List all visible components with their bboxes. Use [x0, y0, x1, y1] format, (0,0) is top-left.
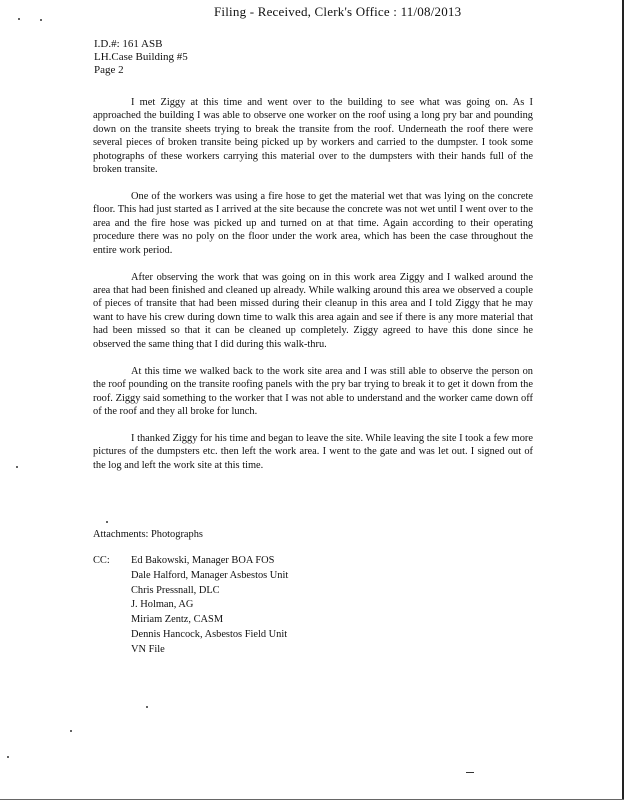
cc-recipient: J. Holman, AG — [131, 599, 194, 611]
paragraph: After observing the work that was going on in this work area Ziggy and I walked around the area that had been finished and cleaned up already. While walking around this area we observed a couple of pieces of transite that had been missed during their cleanup in this area and I told Ziggy that he may want to have his crew during down time to walk this area again and see if there is any more material that had been missed so that it can be cleaned up completely. Ziggy agreed to have this done since he observed the same thing that I did during this walk-thru. — [93, 271, 533, 350]
id-line: I.D.#: 161 ASB — [94, 38, 163, 50]
scan-speck — [146, 706, 148, 708]
scan-speck — [70, 730, 72, 732]
letter-body — [93, 96, 533, 486]
cc-recipient: Dale Halford, Manager Asbestos Unit — [131, 569, 289, 581]
document-header — [94, 38, 188, 77]
cc-recipient: Ed Bakowski, Manager BOA FOS — [131, 555, 275, 566]
scan-speck — [7, 756, 9, 758]
page-number: Page 2 — [94, 64, 124, 76]
paragraph: I met Ziggy at this time and went over to the building to see what was going on. As I approached the building I was able to observe one worker on the roof using a long pry bar and pounding down on the transite sheets trying to break the transite from the roof. Underneath the roof there were several pieces of broken transite being picked up by workers and carried to the dumpster. I took some photographs of these workers carrying this material over to the dumpsters with their hands full of the broken transite. — [93, 97, 533, 176]
scan-speck — [40, 19, 42, 21]
cc-recipient-list — [131, 554, 288, 658]
cc-recipient: Dennis Hancock, Asbestos Field Unit — [131, 628, 288, 640]
building-line: LH.Case Building #5 — [94, 51, 188, 63]
cc-label: CC: — [93, 555, 110, 566]
scan-speck — [106, 521, 108, 523]
filing-stamp: Filing - Received, Clerk's Office : 11/08/2013 — [214, 4, 462, 19]
paragraph: One of the workers was using a fire hose to get the material wet that was lying on the concrete floor. This had just started as I arrived at the site because the concrete was not wet until I went over to the area and the fire hose was picked up and turned on at that time. Again according to their operating procedure there was no poly on the floor under the work area, which has been the case throughout the entire work period. — [93, 191, 533, 256]
cc-recipient: Chris Pressnall, DLC — [131, 584, 220, 596]
paragraph: I thanked Ziggy for his time and began to leave the site. While leaving the site I took a few more pictures of the dumpsters etc. then left the work area. I went to the gate and was let out. I signed out of the log and left the work site at this time. — [93, 432, 533, 471]
scan-speck — [466, 772, 474, 773]
scan-speck — [18, 18, 20, 20]
attachments-line: Attachments: Photographs — [93, 529, 203, 540]
cc-recipient: VN File — [131, 643, 165, 655]
paragraph: At this time we walked back to the work site area and I was still able to observe the person on the roof pounding on the transite roofing panels with the pry bar trying to break it to get it down from the roof. Ziggy said something to the worker that I was not able to understand and the worker came down off of the roof and they all broke for lunch. — [93, 365, 533, 417]
cc-recipient: Miriam Zentz, CASM — [131, 614, 224, 626]
scan-speck — [16, 466, 18, 468]
